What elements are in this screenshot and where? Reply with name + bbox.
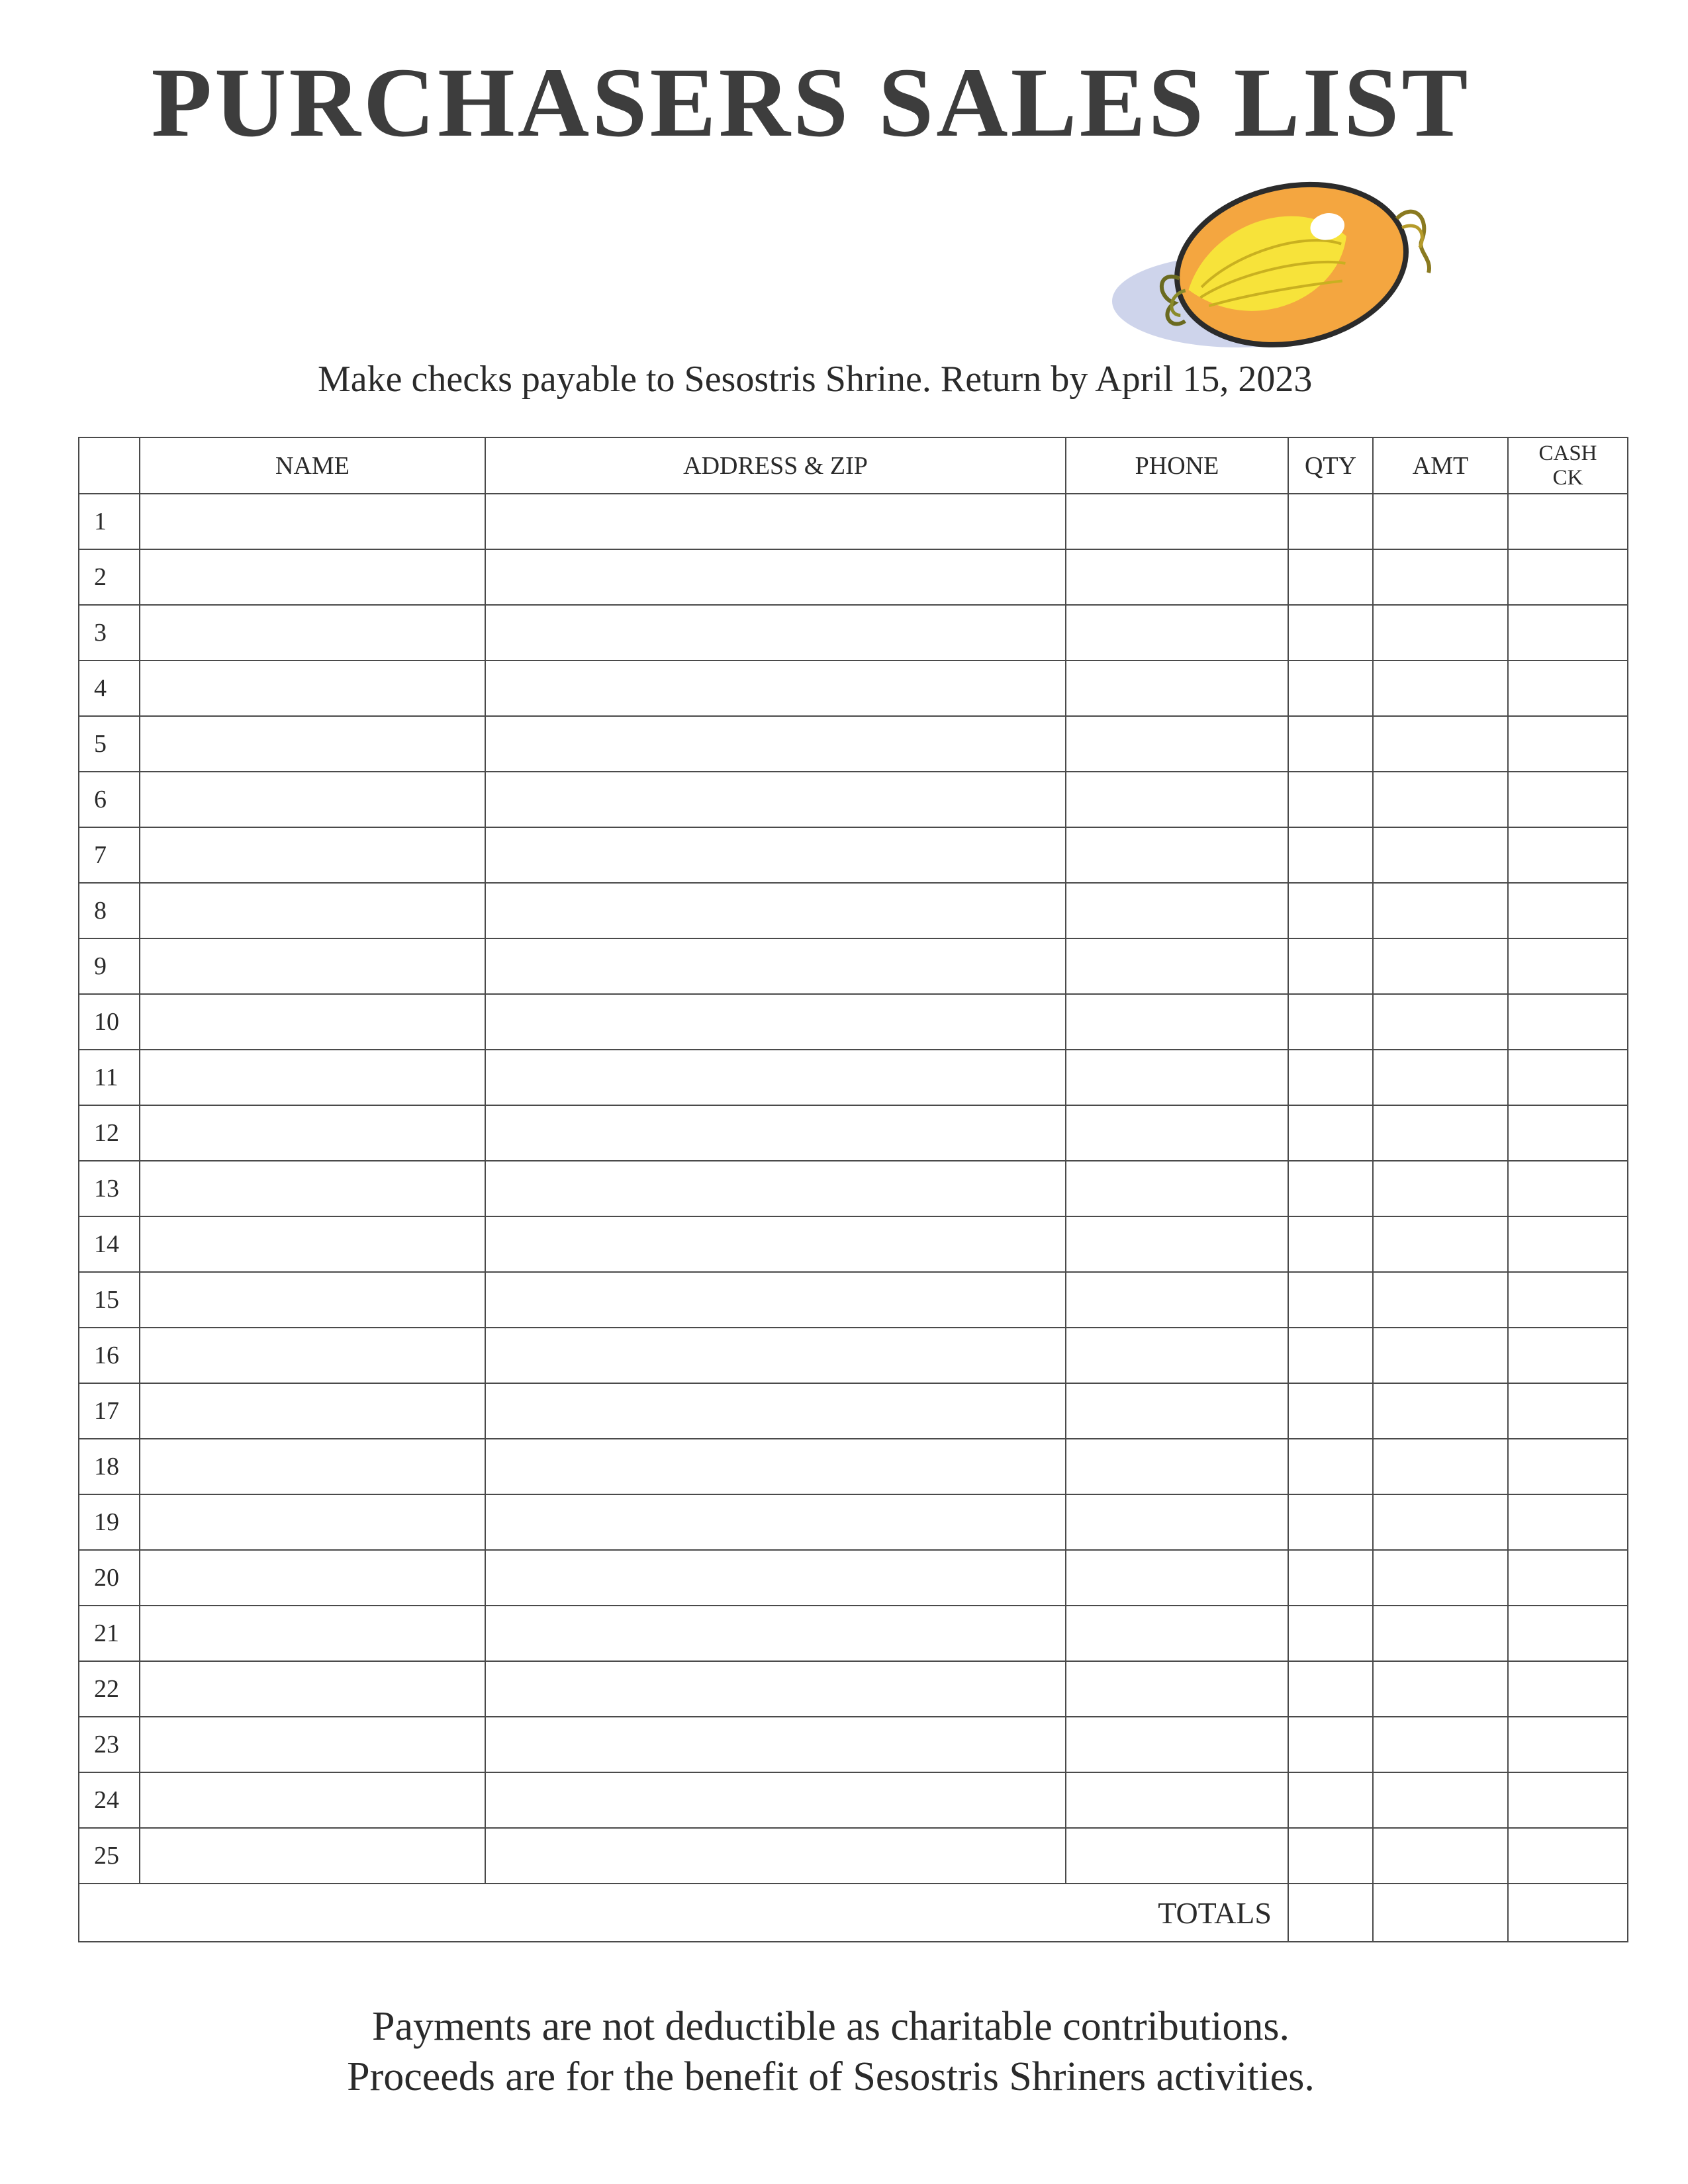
amt-cell[interactable]: [1373, 1161, 1508, 1216]
amt-cell[interactable]: [1373, 1494, 1508, 1550]
phone-column-header: PHONE: [1066, 437, 1288, 494]
address-cell[interactable]: [485, 772, 1066, 827]
amt-cell[interactable]: [1373, 1828, 1508, 1884]
row-number: 25: [79, 1828, 140, 1884]
amt-column-header: AMT: [1373, 437, 1508, 494]
cash-check-cell[interactable]: [1508, 1050, 1628, 1105]
qty-cell[interactable]: [1288, 1828, 1373, 1884]
qty-cell[interactable]: [1288, 660, 1373, 716]
phone-cell[interactable]: [1066, 494, 1288, 549]
name-cell[interactable]: [140, 772, 485, 827]
address-cell[interactable]: [485, 1661, 1066, 1717]
amt-cell[interactable]: [1373, 660, 1508, 716]
address-cell[interactable]: [485, 1161, 1066, 1216]
qty-cell[interactable]: [1288, 772, 1373, 827]
amt-cell[interactable]: [1373, 1772, 1508, 1828]
table-row: [79, 1272, 1628, 1328]
phone-cell[interactable]: [1066, 1717, 1288, 1772]
qty-cell[interactable]: [1288, 716, 1373, 772]
qty-cell[interactable]: [1288, 883, 1373, 938]
phone-cell[interactable]: [1066, 883, 1288, 938]
phone-cell[interactable]: [1066, 605, 1288, 660]
address-cell[interactable]: [485, 1550, 1066, 1606]
row-number: 15: [79, 1272, 140, 1328]
cash-check-cell[interactable]: [1508, 494, 1628, 549]
address-cell[interactable]: [485, 494, 1066, 549]
address-cell[interactable]: [485, 1717, 1066, 1772]
amt-cell[interactable]: [1373, 1272, 1508, 1328]
qty-cell[interactable]: [1288, 1494, 1373, 1550]
address-cell[interactable]: [485, 1272, 1066, 1328]
totals-cash-check-cell[interactable]: [1508, 1884, 1628, 1942]
name-cell[interactable]: [140, 938, 485, 994]
address-cell[interactable]: [485, 549, 1066, 605]
table-row: [79, 1105, 1628, 1161]
name-cell[interactable]: [140, 1606, 485, 1661]
address-cell[interactable]: [485, 605, 1066, 660]
table-row: [79, 772, 1628, 827]
phone-cell[interactable]: [1066, 1216, 1288, 1272]
amt-cell[interactable]: [1373, 1105, 1508, 1161]
amt-cell[interactable]: [1373, 716, 1508, 772]
cash-check-cell[interactable]: [1508, 1439, 1628, 1494]
row-number: 16: [79, 1328, 140, 1383]
address-cell[interactable]: [485, 1828, 1066, 1884]
cash-check-cell[interactable]: [1508, 660, 1628, 716]
cash-check-cell[interactable]: [1508, 1550, 1628, 1606]
address-cell[interactable]: [485, 938, 1066, 994]
payment-instructions: Make checks payable to Sesostris Shrine. Return by April 15, 2023: [318, 359, 1313, 400]
address-cell[interactable]: [485, 1383, 1066, 1439]
name-cell[interactable]: [140, 1772, 485, 1828]
cash-check-cell[interactable]: [1508, 1216, 1628, 1272]
table-row: [79, 1717, 1628, 1772]
qty-cell[interactable]: [1288, 1772, 1373, 1828]
phone-cell[interactable]: [1066, 1550, 1288, 1606]
phone-cell[interactable]: [1066, 1772, 1288, 1828]
row-number: 7: [79, 827, 140, 883]
totals-label: TOTALS: [79, 1884, 1288, 1942]
row-number: 20: [79, 1550, 140, 1606]
phone-cell[interactable]: [1066, 1606, 1288, 1661]
amt-cell[interactable]: [1373, 938, 1508, 994]
table-row: [79, 1328, 1628, 1383]
name-cell[interactable]: [140, 994, 485, 1050]
address-cell[interactable]: [485, 883, 1066, 938]
table-row: [79, 883, 1628, 938]
table-row: [79, 994, 1628, 1050]
row-number: 11: [79, 1050, 140, 1105]
cash-check-cell[interactable]: [1508, 1717, 1628, 1772]
table-row: [79, 938, 1628, 994]
cash-check-column-header: [1508, 437, 1628, 494]
address-cell[interactable]: [485, 1494, 1066, 1550]
row-number: 24: [79, 1772, 140, 1828]
row-number: 8: [79, 883, 140, 938]
address-cell[interactable]: [485, 994, 1066, 1050]
row-number-header: [79, 437, 140, 494]
table-row: [79, 1550, 1628, 1606]
address-cell[interactable]: [485, 1328, 1066, 1383]
row-number: 13: [79, 1161, 140, 1216]
cash-label: CASH: [1538, 441, 1597, 466]
row-number: 19: [79, 1494, 140, 1550]
cash-check-cell[interactable]: [1508, 1494, 1628, 1550]
phone-cell[interactable]: [1066, 1439, 1288, 1494]
phone-cell[interactable]: [1066, 1161, 1288, 1216]
cash-check-cell[interactable]: [1508, 1272, 1628, 1328]
amt-cell[interactable]: [1373, 1383, 1508, 1439]
totals-amt-cell[interactable]: [1373, 1884, 1508, 1942]
name-cell[interactable]: [140, 1828, 485, 1884]
row-number: 10: [79, 994, 140, 1050]
qty-cell[interactable]: [1288, 938, 1373, 994]
phone-cell[interactable]: [1066, 1494, 1288, 1550]
cash-check-cell[interactable]: [1508, 883, 1628, 938]
row-number: 2: [79, 549, 140, 605]
disclaimer: [0, 2002, 1688, 2102]
qty-cell[interactable]: [1288, 827, 1373, 883]
qty-cell[interactable]: [1288, 494, 1373, 549]
phone-cell[interactable]: [1066, 1328, 1288, 1383]
row-number: 1: [79, 494, 140, 549]
amt-cell[interactable]: [1373, 605, 1508, 660]
qty-cell[interactable]: [1288, 1661, 1373, 1717]
cash-check-cell[interactable]: [1508, 1661, 1628, 1717]
row-number: 12: [79, 1105, 140, 1161]
address-cell[interactable]: [485, 1772, 1066, 1828]
phone-cell[interactable]: [1066, 1661, 1288, 1717]
disclaimer-line-1: Payments are not deductible as charitable contributions.: [372, 2004, 1289, 2049]
name-cell[interactable]: [140, 883, 485, 938]
table-row: [79, 1772, 1628, 1828]
name-cell[interactable]: [140, 827, 485, 883]
row-number: 17: [79, 1383, 140, 1439]
row-number: 3: [79, 605, 140, 660]
amt-cell[interactable]: [1373, 994, 1508, 1050]
name-cell[interactable]: [140, 1050, 485, 1105]
amt-cell[interactable]: [1373, 1550, 1508, 1606]
qty-cell[interactable]: [1288, 1439, 1373, 1494]
table-header-row: [79, 437, 1628, 494]
address-cell[interactable]: [485, 1606, 1066, 1661]
table-row: [79, 1383, 1628, 1439]
table-row: [79, 716, 1628, 772]
table-row: [79, 660, 1628, 716]
address-column-header: ADDRESS & ZIP: [485, 437, 1066, 494]
phone-cell[interactable]: [1066, 660, 1288, 716]
address-cell[interactable]: [485, 660, 1066, 716]
name-cell[interactable]: [140, 660, 485, 716]
name-cell[interactable]: [140, 1661, 485, 1717]
qty-cell[interactable]: [1288, 605, 1373, 660]
phone-cell[interactable]: [1066, 1272, 1288, 1328]
name-cell[interactable]: [140, 1272, 485, 1328]
table-row: [79, 605, 1628, 660]
table-row: [79, 549, 1628, 605]
cash-check-cell[interactable]: [1508, 1328, 1628, 1383]
name-cell[interactable]: [140, 1550, 485, 1606]
table-row: [79, 1050, 1628, 1105]
table-row: [79, 1494, 1628, 1550]
disclaimer-line-2: Proceeds are for the benefit of Sesostris Shriners activities.: [347, 2054, 1315, 2099]
name-cell[interactable]: [140, 1494, 485, 1550]
phone-cell[interactable]: [1066, 1105, 1288, 1161]
phone-cell[interactable]: [1066, 1828, 1288, 1884]
qty-cell[interactable]: [1288, 1050, 1373, 1105]
address-cell[interactable]: [485, 1105, 1066, 1161]
table-row: [79, 1439, 1628, 1494]
qty-cell[interactable]: [1288, 1606, 1373, 1661]
name-cell[interactable]: [140, 1105, 485, 1161]
cash-check-cell[interactable]: [1508, 1772, 1628, 1828]
address-cell[interactable]: [485, 1439, 1066, 1494]
amt-cell[interactable]: [1373, 1439, 1508, 1494]
address-cell[interactable]: [485, 827, 1066, 883]
phone-cell[interactable]: [1066, 994, 1288, 1050]
qty-cell[interactable]: [1288, 1105, 1373, 1161]
table-row: [79, 1161, 1628, 1216]
name-cell[interactable]: [140, 1216, 485, 1272]
name-cell[interactable]: [140, 1161, 485, 1216]
cash-check-cell[interactable]: [1508, 716, 1628, 772]
page-title: PURCHASERS SALES LIST: [151, 48, 1471, 158]
qty-cell[interactable]: [1288, 1272, 1373, 1328]
row-number: 14: [79, 1216, 140, 1272]
row-number: 22: [79, 1661, 140, 1717]
amt-cell[interactable]: [1373, 827, 1508, 883]
row-number: 21: [79, 1606, 140, 1661]
name-cell[interactable]: [140, 1439, 485, 1494]
cash-check-cell[interactable]: [1508, 549, 1628, 605]
row-number: 5: [79, 716, 140, 772]
totals-qty-cell[interactable]: [1288, 1884, 1373, 1942]
check-label: CK: [1552, 465, 1583, 490]
amt-cell[interactable]: [1373, 883, 1508, 938]
phone-cell[interactable]: [1066, 827, 1288, 883]
name-cell[interactable]: [140, 1717, 485, 1772]
cash-check-cell[interactable]: [1508, 938, 1628, 994]
row-number: 6: [79, 772, 140, 827]
phone-cell[interactable]: [1066, 549, 1288, 605]
amt-cell[interactable]: [1373, 1606, 1508, 1661]
address-cell[interactable]: [485, 1050, 1066, 1105]
table-row: [79, 1216, 1628, 1272]
table-row: [79, 1661, 1628, 1717]
cash-check-cell[interactable]: [1508, 1383, 1628, 1439]
amt-cell[interactable]: [1373, 1717, 1508, 1772]
cash-check-cell[interactable]: [1508, 605, 1628, 660]
qty-cell[interactable]: [1288, 1161, 1373, 1216]
cash-check-cell[interactable]: [1508, 1161, 1628, 1216]
phone-cell[interactable]: [1066, 1050, 1288, 1105]
row-number: 23: [79, 1717, 140, 1772]
name-cell[interactable]: [140, 716, 485, 772]
table-row: [79, 1606, 1628, 1661]
amt-cell[interactable]: [1373, 1050, 1508, 1105]
cash-check-cell[interactable]: [1508, 994, 1628, 1050]
phone-cell[interactable]: [1066, 716, 1288, 772]
phone-cell[interactable]: [1066, 1383, 1288, 1439]
name-cell[interactable]: [140, 605, 485, 660]
table-row: [79, 827, 1628, 883]
row-number: 18: [79, 1439, 140, 1494]
name-cell[interactable]: [140, 1383, 485, 1439]
amt-cell[interactable]: [1373, 549, 1508, 605]
cash-check-cell[interactable]: [1508, 827, 1628, 883]
cash-check-cell[interactable]: [1508, 772, 1628, 827]
amt-cell[interactable]: [1373, 1661, 1508, 1717]
address-cell[interactable]: [485, 1216, 1066, 1272]
qty-cell[interactable]: [1288, 994, 1373, 1050]
sales-table: [78, 437, 1627, 1956]
qty-cell[interactable]: [1288, 549, 1373, 605]
qty-column-header: QTY: [1288, 437, 1373, 494]
qty-cell[interactable]: [1288, 1383, 1373, 1439]
cash-check-cell[interactable]: [1508, 1606, 1628, 1661]
qty-cell[interactable]: [1288, 1328, 1373, 1383]
qty-cell[interactable]: [1288, 1550, 1373, 1606]
name-cell[interactable]: [140, 494, 485, 549]
amt-cell[interactable]: [1373, 494, 1508, 549]
qty-cell[interactable]: [1288, 1216, 1373, 1272]
totals-row: [79, 1884, 1628, 1942]
phone-cell[interactable]: [1066, 938, 1288, 994]
phone-cell[interactable]: [1066, 772, 1288, 827]
row-number: 9: [79, 938, 140, 994]
name-cell[interactable]: [140, 549, 485, 605]
table-row: [79, 494, 1628, 549]
cash-check-cell[interactable]: [1508, 1105, 1628, 1161]
cash-check-cell[interactable]: [1508, 1828, 1628, 1884]
amt-cell[interactable]: [1373, 1216, 1508, 1272]
address-cell[interactable]: [485, 716, 1066, 772]
row-number: 4: [79, 660, 140, 716]
name-column-header: NAME: [140, 437, 485, 494]
table-row: [79, 1828, 1628, 1884]
onion-icon: [1112, 169, 1443, 361]
amt-cell[interactable]: [1373, 1328, 1508, 1383]
name-cell[interactable]: [140, 1328, 485, 1383]
amt-cell[interactable]: [1373, 772, 1508, 827]
qty-cell[interactable]: [1288, 1717, 1373, 1772]
